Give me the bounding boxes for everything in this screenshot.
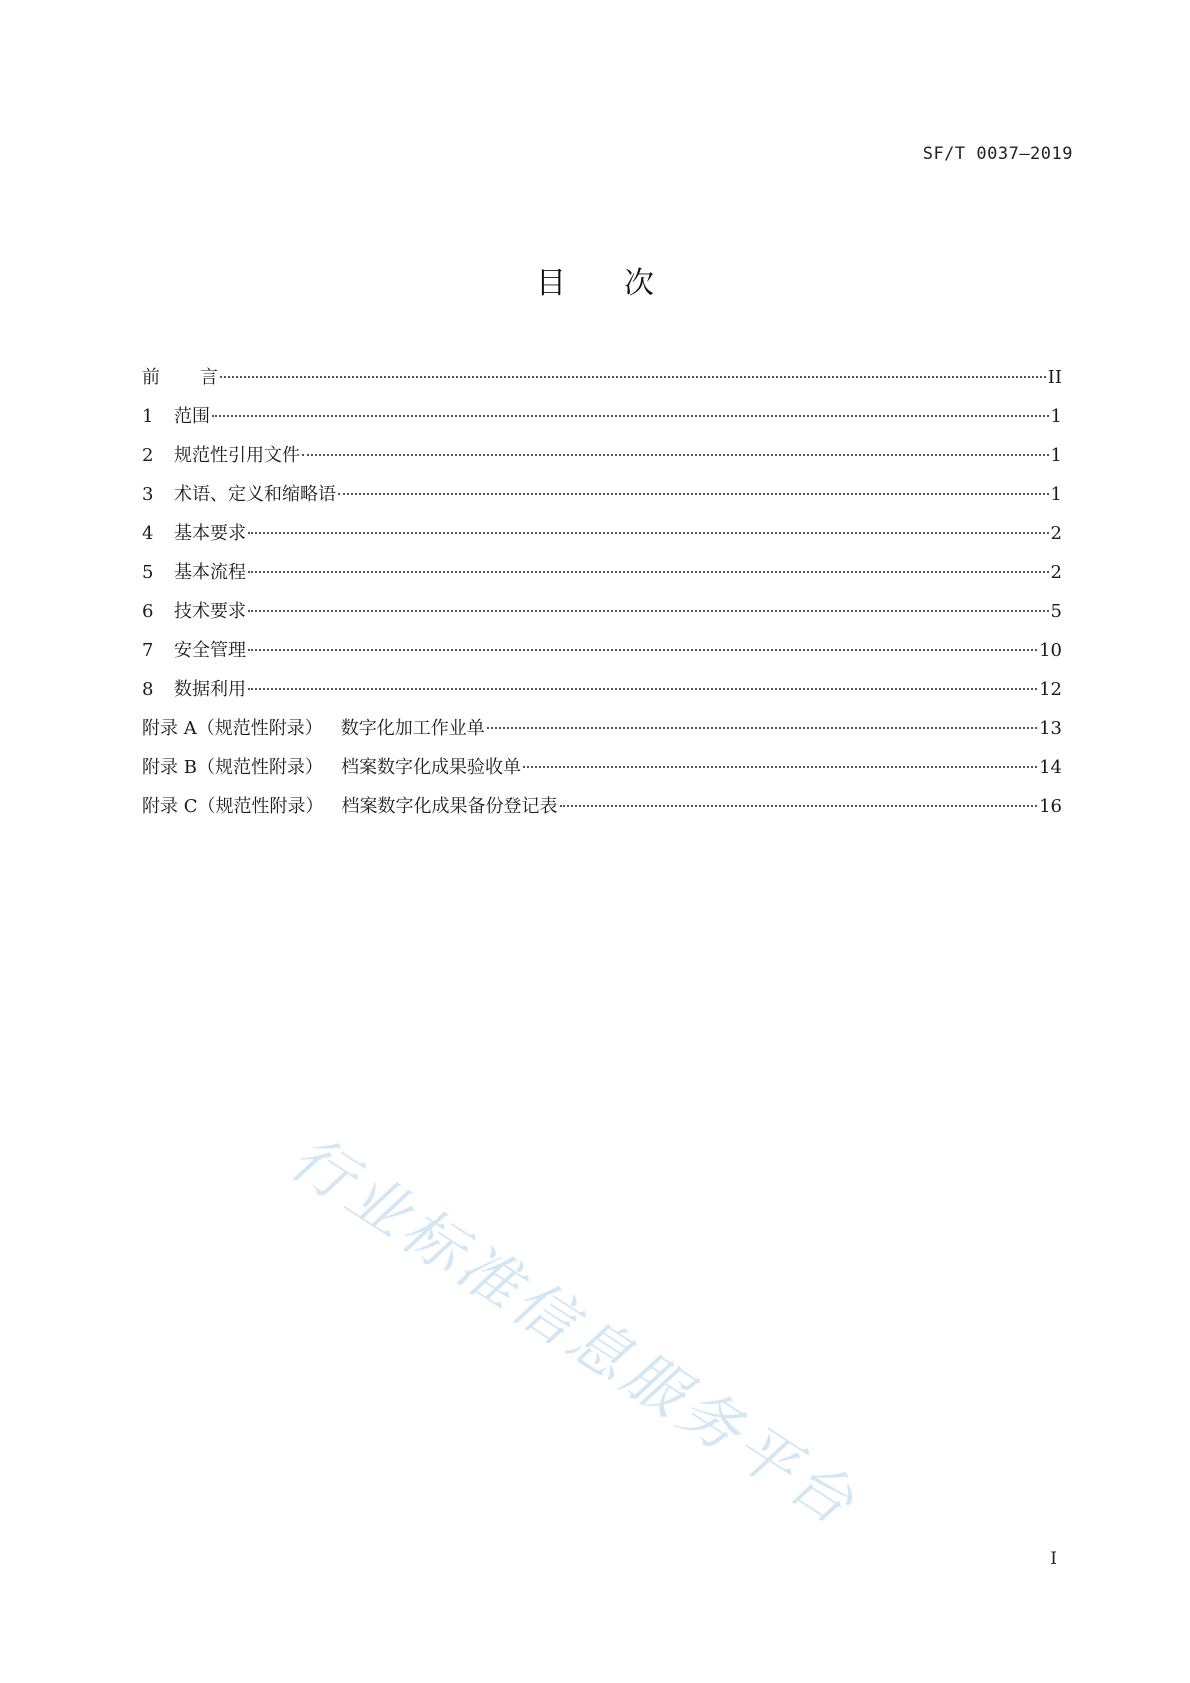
toc-page-number: 10 bbox=[1039, 640, 1062, 661]
toc-entry-number: 4 bbox=[142, 523, 154, 544]
toc-entry-title: 基本要求 bbox=[174, 523, 246, 544]
toc-entry-number: 1 bbox=[142, 406, 154, 427]
toc-page-number: 1 bbox=[1050, 406, 1062, 427]
toc-appendix-title: 档案数字化成果验收单 bbox=[340, 757, 521, 778]
toc-page-number: II bbox=[1047, 367, 1062, 388]
document-code: SF/T 0037—2019 bbox=[922, 144, 1073, 164]
toc-entry[interactable] bbox=[142, 670, 1062, 709]
toc-dot-leader bbox=[338, 493, 1049, 495]
toc-appendix-title: 档案数字化成果备份登记表 bbox=[341, 796, 558, 817]
toc-appendix-entry[interactable] bbox=[142, 709, 1062, 748]
toc-page-number: 1 bbox=[1050, 484, 1062, 505]
toc-entry-number: 5 bbox=[142, 562, 154, 583]
toc-dot-leader bbox=[248, 610, 1049, 612]
toc-dot-leader bbox=[248, 571, 1049, 573]
toc-appendix-title: 数字化加工作业单 bbox=[340, 718, 485, 739]
toc-entry-number: 8 bbox=[142, 679, 154, 700]
toc-entry-title: 技术要求 bbox=[174, 601, 246, 622]
toc-entry[interactable] bbox=[142, 631, 1062, 670]
page-title bbox=[0, 258, 1190, 302]
toc-page-number: 12 bbox=[1039, 679, 1062, 700]
toc-entry-title: 术语、定义和缩略语 bbox=[174, 484, 336, 505]
toc-appendix-label: 附录 A（规范性附录） bbox=[142, 718, 323, 739]
toc-entry[interactable] bbox=[142, 514, 1062, 553]
toc-page-number: 2 bbox=[1050, 523, 1062, 544]
toc-entry[interactable] bbox=[142, 553, 1062, 592]
toc-dot-leader bbox=[560, 805, 1038, 807]
toc-page-number: 5 bbox=[1050, 601, 1062, 622]
toc-entry-title: 规范性引用文件 bbox=[174, 445, 300, 466]
toc-dot-leader bbox=[302, 454, 1049, 456]
toc-dot-leader bbox=[248, 649, 1037, 651]
toc-entry[interactable] bbox=[142, 397, 1062, 436]
toc-dot-leader bbox=[220, 376, 1046, 378]
toc-dot-leader bbox=[212, 415, 1049, 417]
toc-appendix-entry[interactable] bbox=[142, 748, 1062, 787]
toc-dot-leader bbox=[523, 766, 1037, 768]
toc-dot-leader bbox=[248, 688, 1037, 690]
toc-entry-foreword[interactable] bbox=[142, 358, 1062, 397]
toc-entry-number: 3 bbox=[142, 484, 154, 505]
toc-foreword-label-b: 言 bbox=[200, 367, 218, 388]
toc-page-number: 2 bbox=[1050, 562, 1062, 583]
toc-entry[interactable] bbox=[142, 592, 1062, 631]
toc-entry-number: 7 bbox=[142, 640, 154, 661]
toc-entry[interactable] bbox=[142, 436, 1062, 475]
title-char-1: 目 bbox=[536, 266, 566, 301]
table-of-contents bbox=[142, 358, 1062, 826]
toc-page-number: 16 bbox=[1039, 796, 1062, 817]
toc-entry[interactable] bbox=[142, 475, 1062, 514]
toc-entry-number: 6 bbox=[142, 601, 154, 622]
toc-page-number: 1 bbox=[1050, 445, 1062, 466]
toc-entry-title: 数据利用 bbox=[174, 679, 246, 700]
page-number: I bbox=[1050, 1549, 1057, 1569]
toc-page-number: 13 bbox=[1039, 718, 1062, 739]
toc-entry-title: 安全管理 bbox=[174, 640, 246, 661]
toc-entry-number: 2 bbox=[142, 445, 154, 466]
toc-appendix-label: 附录 B（规范性附录） bbox=[142, 757, 323, 778]
toc-page-number: 14 bbox=[1039, 757, 1062, 778]
toc-dot-leader bbox=[487, 727, 1037, 729]
toc-foreword-label-a: 前 bbox=[142, 367, 160, 388]
title-char-2: 次 bbox=[624, 266, 654, 301]
toc-appendix-label: 附录 C（规范性附录） bbox=[142, 796, 324, 817]
watermark: 行业标准信息服务平台 bbox=[278, 1122, 870, 1542]
toc-dot-leader bbox=[248, 532, 1049, 534]
toc-entry-title: 范围 bbox=[174, 406, 210, 427]
toc-entry-title: 基本流程 bbox=[174, 562, 246, 583]
toc-appendix-entry[interactable] bbox=[142, 787, 1062, 826]
